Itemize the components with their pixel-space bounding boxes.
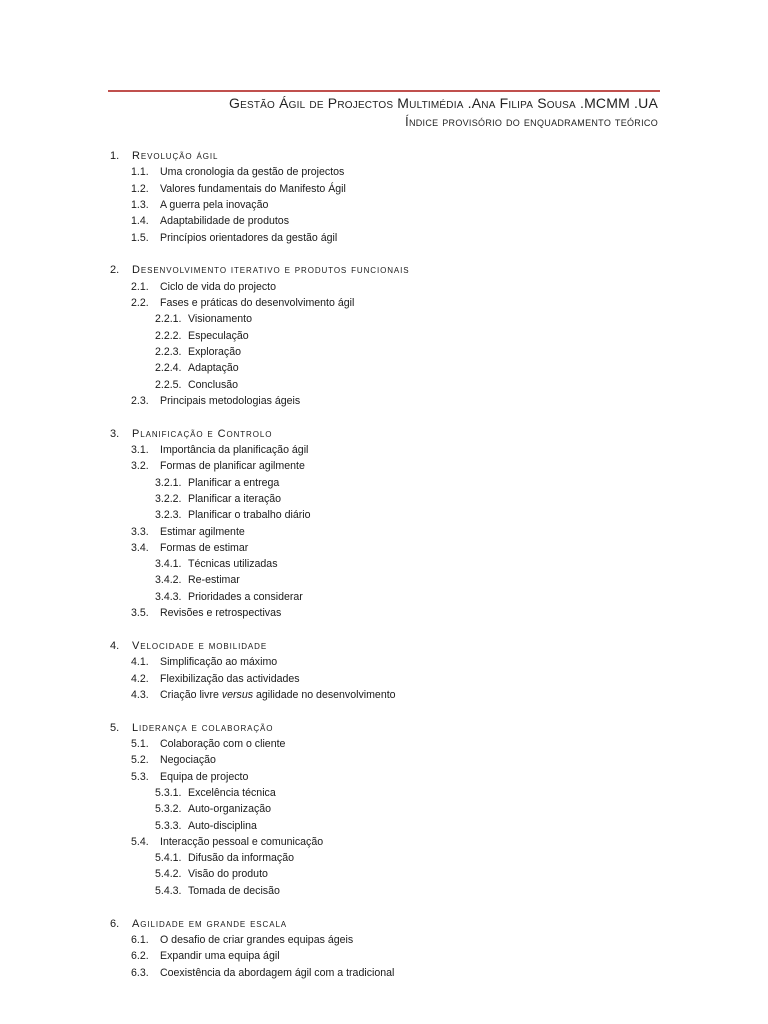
toc-section-number: 5.4. — [131, 835, 149, 848]
toc-section-title: Colaboração com o cliente — [160, 738, 286, 750]
toc-subsection-number: 3.2.1. — [155, 476, 182, 489]
toc-subsection-number: 5.3.1. — [155, 786, 182, 799]
toc-section-title: Principais metodologias ágeis — [160, 394, 301, 407]
toc-section-number: 2.2. — [131, 297, 149, 309]
toc-subsection-title: Excelência técnica — [188, 786, 276, 799]
toc-section-number: 3.1. — [131, 444, 149, 456]
toc-section-number: 1.5. — [131, 231, 149, 244]
toc-chapter-number: 4. — [110, 639, 120, 652]
toc-section-number: 5.1. — [131, 738, 149, 750]
toc-subsection-number: 2.2.5. — [155, 378, 182, 391]
toc-section-title-part: Criação livre — [160, 688, 222, 701]
toc-section-number: 2.3. — [131, 394, 149, 407]
toc-section-title: Estimar agilmente — [160, 525, 245, 538]
toc-section-title: Simplificação ao máximo — [160, 656, 278, 669]
document-subtitle: Índice provisório do enquadramento teórico — [405, 115, 658, 129]
toc-section-title: Revisões e retrospectivas — [160, 607, 282, 619]
toc-subsection-number: 5.3.2. — [155, 803, 182, 816]
toc-section-number: 5.3. — [131, 770, 149, 783]
toc-section-number: 1.2. — [131, 182, 149, 195]
toc-subsection-title: Adaptação — [188, 362, 239, 375]
toc-section-number: 4.3. — [131, 688, 149, 701]
toc-section-title: Interacção pessoal e comunicação — [160, 835, 324, 848]
toc-subsection-title: Exploração — [188, 345, 241, 358]
document-title: Gestão Ágil de Projectos Multimédia .Ana Filipa Sousa .MCMM .UA — [229, 95, 658, 111]
toc-subsection-number: 2.2.3. — [155, 345, 182, 358]
toc-chapter-number: 6. — [110, 917, 120, 930]
toc-section-number: 1.1. — [131, 166, 149, 179]
toc-subsection-number: 5.3.3. — [155, 819, 182, 832]
toc-section-title: A guerra pela inovação — [160, 198, 269, 211]
toc-section-title: O desafio de criar grandes equipas ágeis — [160, 933, 354, 946]
toc-section-title: Princípios orientadores da gestão ágil — [160, 231, 338, 244]
toc-chapter-title: Agilidade em grande escala — [132, 917, 288, 930]
toc-section-title: Importância da planificação ágil — [160, 444, 309, 456]
toc-section-number: 6.2. — [131, 950, 149, 963]
toc-subsection-number: 2.2.4. — [155, 362, 182, 375]
toc-subsection-number: 3.4.2. — [155, 574, 182, 587]
toc-section-title: Coexistência da abordagem ágil com a tradicional — [160, 966, 395, 979]
toc-subsection-number: 5.4.2. — [155, 868, 182, 881]
toc-section-title-part: agilidade no desenvolvimento — [253, 688, 396, 701]
toc-subsection-title: Planificar a iteração — [188, 492, 282, 505]
toc-subsection-title: Planificar o trabalho diário — [188, 509, 311, 522]
toc-subsection-title: Especulação — [188, 329, 249, 342]
toc-section-number: 1.4. — [131, 215, 149, 228]
toc-section-number: 3.2. — [131, 460, 149, 473]
toc-section-title-emphasis: versus — [221, 688, 254, 701]
toc-chapter-title: Desenvolvimento iterativo e produtos funcionais — [132, 264, 410, 277]
toc-section-title: Valores fundamentais do Manifesto Ágil — [160, 182, 346, 195]
toc-chapter-title: Velocidade e mobilidade — [132, 639, 268, 652]
toc-subsection-number: 3.4.3. — [155, 590, 182, 603]
toc-subsection-title: Técnicas utilizadas — [188, 558, 278, 571]
toc-section-number: 3.3. — [131, 525, 149, 538]
toc-subsection-title: Tomada de decisão — [188, 884, 280, 897]
toc-section-number: 4.2. — [131, 672, 149, 685]
toc-subsection-number: 5.4.3. — [155, 884, 182, 897]
toc-chapter-number: 1. — [110, 150, 120, 162]
toc-subsection-number: 3.4.1. — [155, 558, 182, 571]
header-rule — [108, 90, 660, 92]
toc-section-number: 6.3. — [131, 966, 149, 979]
toc-subsection-number: 5.4.1. — [155, 852, 182, 865]
toc-section-title: Flexibilização das actividades — [160, 672, 300, 685]
toc-section-title: Negociação — [160, 754, 216, 767]
toc-subsection-title: Planificar a entrega — [188, 476, 280, 489]
toc-subsection-number: 3.2.2. — [155, 492, 182, 505]
toc-section-title: Fases e práticas do desenvolvimento ágil — [160, 297, 355, 309]
toc-section-title: Equipa de projecto — [160, 770, 249, 783]
toc-chapter-number: 2. — [110, 264, 120, 277]
toc-subsection-title: Prioridades a considerar — [188, 590, 303, 603]
toc-chapter-title: Planificação e Controlo — [132, 427, 273, 440]
toc-section-number: 3.4. — [131, 541, 149, 554]
toc-section-title: Expandir uma equipa ágil — [160, 950, 280, 963]
toc-chapter-number: 5. — [110, 721, 120, 734]
toc-section-number: 6.1. — [131, 933, 149, 946]
toc-chapter-number: 3. — [110, 427, 120, 440]
toc-subsection-title: Auto-disciplina — [188, 819, 257, 832]
toc-section-number: 5.2. — [131, 754, 149, 767]
toc-section-title: Uma cronologia da gestão de projectos — [160, 166, 345, 179]
toc-subsection-title: Conclusão — [188, 378, 239, 391]
toc-section-number: 3.5. — [131, 607, 149, 619]
toc-chapter-title: Liderança e colaboração — [132, 721, 274, 734]
toc-chapter-title: Revolução ágil — [132, 150, 219, 162]
toc-subsection-number: 2.2.2. — [155, 329, 182, 342]
toc-section-number: 4.1. — [131, 656, 149, 669]
toc-section-title: Formas de estimar — [160, 541, 249, 554]
toc-section-title: Adaptabilidade de produtos — [160, 215, 289, 228]
toc-subsection-title: Visionamento — [188, 313, 252, 326]
toc-section-title: Ciclo de vida do projecto — [160, 280, 277, 293]
toc-subsection-title: Re-estimar — [188, 574, 240, 587]
toc-section-number: 2.1. — [131, 280, 149, 293]
toc-section-title — [160, 688, 396, 702]
toc-section-title: Formas de planificar agilmente — [160, 460, 305, 473]
toc-subsection-title: Difusão da informação — [188, 852, 294, 865]
toc-subsection-title: Visão do produto — [188, 868, 268, 881]
toc-subsection-title: Auto-organização — [188, 803, 272, 816]
toc-subsection-number: 3.2.3. — [155, 509, 182, 522]
toc-subsection-number: 2.2.1. — [155, 313, 182, 326]
toc-section-number: 1.3. — [131, 198, 149, 211]
